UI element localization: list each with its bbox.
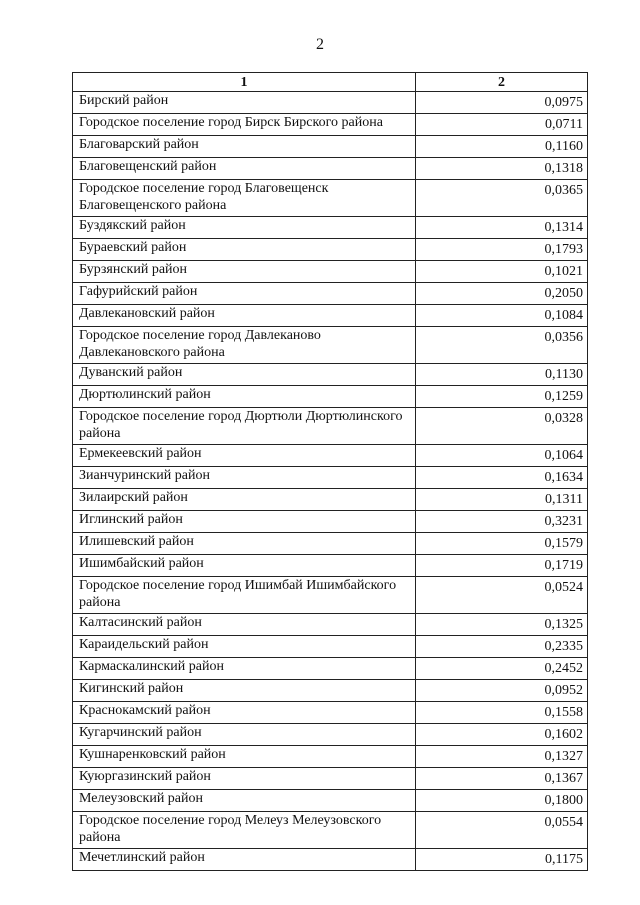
row-value-cell: 0,1367 (416, 768, 588, 790)
row-value-cell: 0,1175 (416, 849, 588, 871)
row-name-cell: Бурзянский район (73, 261, 416, 283)
table-row (73, 849, 588, 871)
row-value-cell: 0,0356 (416, 327, 588, 364)
row-name-cell: Городское поселение город Дюртюли Дюртюлинского района (73, 408, 416, 445)
header-row (73, 73, 588, 92)
row-value-cell: 0,1259 (416, 386, 588, 408)
row-value-cell: 0,0524 (416, 577, 588, 614)
table-body (73, 92, 588, 871)
row-name-cell: Бирский район (73, 92, 416, 114)
table-row (73, 158, 588, 180)
row-value-cell: 0,1800 (416, 790, 588, 812)
table-row (73, 364, 588, 386)
row-value-cell: 0,0711 (416, 114, 588, 136)
page-number: 2 (316, 36, 324, 53)
row-name-cell: Мелеузовский район (73, 790, 416, 812)
row-name-cell: Дуванский район (73, 364, 416, 386)
table-row (73, 555, 588, 577)
row-value-cell: 0,1311 (416, 489, 588, 511)
row-name-cell: Городское поселение город Мелеуз Мелеузовского района (73, 812, 416, 849)
table-row (73, 386, 588, 408)
table-row (73, 92, 588, 114)
row-value-cell: 0,1160 (416, 136, 588, 158)
table-row (73, 261, 588, 283)
table-row (73, 114, 588, 136)
row-name-cell: Ишимбайский район (73, 555, 416, 577)
row-name-cell: Кушнаренковский район (73, 746, 416, 768)
table-row (73, 577, 588, 614)
row-name-cell: Городское поселение город Благовещенск Благовещенского района (73, 180, 416, 217)
data-table (72, 72, 588, 871)
row-name-cell: Городское поселение город Ишимбай Ишимбайского района (73, 577, 416, 614)
row-value-cell: 0,1064 (416, 445, 588, 467)
row-name-cell: Илишевский район (73, 533, 416, 555)
row-name-cell: Зианчуринский район (73, 467, 416, 489)
row-name-cell: Мечетлинский район (73, 849, 416, 871)
row-name-cell: Иглинский район (73, 511, 416, 533)
row-name-cell: Буздякский район (73, 217, 416, 239)
row-value-cell: 0,0554 (416, 812, 588, 849)
row-name-cell: Куюргазинский район (73, 768, 416, 790)
table-row (73, 489, 588, 511)
table-row (73, 511, 588, 533)
row-name-cell: Дюртюлинский район (73, 386, 416, 408)
table-row (73, 746, 588, 768)
row-name-cell: Бураевский район (73, 239, 416, 261)
table-row (73, 636, 588, 658)
table-row (73, 327, 588, 364)
row-value-cell: 0,1719 (416, 555, 588, 577)
row-value-cell: 0,2335 (416, 636, 588, 658)
row-value-cell: 0,1793 (416, 239, 588, 261)
row-value-cell: 0,3231 (416, 511, 588, 533)
table-row (73, 702, 588, 724)
row-name-cell: Зилаирский район (73, 489, 416, 511)
row-value-cell: 0,1130 (416, 364, 588, 386)
row-value-cell: 0,1084 (416, 305, 588, 327)
column-header-1: 1 (73, 73, 416, 92)
row-name-cell: Городское поселение город Давлеканово Давлекановского района (73, 327, 416, 364)
row-value-cell: 0,0328 (416, 408, 588, 445)
row-name-cell: Кармаскалинский район (73, 658, 416, 680)
row-value-cell: 0,2050 (416, 283, 588, 305)
row-value-cell: 0,0975 (416, 92, 588, 114)
row-value-cell: 0,2452 (416, 658, 588, 680)
row-name-cell: Кигинский район (73, 680, 416, 702)
table-row (73, 136, 588, 158)
table-row (73, 614, 588, 636)
row-value-cell: 0,1325 (416, 614, 588, 636)
table-row (73, 445, 588, 467)
row-value-cell: 0,1634 (416, 467, 588, 489)
row-value-cell: 0,1558 (416, 702, 588, 724)
table-row (73, 658, 588, 680)
table-row (73, 239, 588, 261)
table-row (73, 768, 588, 790)
table-row (73, 408, 588, 445)
row-value-cell: 0,1314 (416, 217, 588, 239)
table-row (73, 217, 588, 239)
row-value-cell: 0,1318 (416, 158, 588, 180)
table-row (73, 680, 588, 702)
table-row (73, 180, 588, 217)
table-row (73, 812, 588, 849)
row-value-cell: 0,1602 (416, 724, 588, 746)
row-value-cell: 0,1327 (416, 746, 588, 768)
row-value-cell: 0,1021 (416, 261, 588, 283)
row-name-cell: Давлекановский район (73, 305, 416, 327)
row-name-cell: Благовещенский район (73, 158, 416, 180)
row-value-cell: 0,0365 (416, 180, 588, 217)
row-name-cell: Кугарчинский район (73, 724, 416, 746)
row-value-cell: 0,0952 (416, 680, 588, 702)
row-name-cell: Городское поселение город Бирск Бирского района (73, 114, 416, 136)
row-name-cell: Благоварский район (73, 136, 416, 158)
table-row (73, 305, 588, 327)
row-name-cell: Караидельский район (73, 636, 416, 658)
row-name-cell: Калтасинский район (73, 614, 416, 636)
row-value-cell: 0,1579 (416, 533, 588, 555)
row-name-cell: Гафурийский район (73, 283, 416, 305)
table-row (73, 283, 588, 305)
table-row (73, 533, 588, 555)
row-name-cell: Краснокамский район (73, 702, 416, 724)
column-header-2: 2 (416, 73, 588, 92)
row-name-cell: Ермекеевский район (73, 445, 416, 467)
table-row (73, 724, 588, 746)
table-row (73, 467, 588, 489)
table-row (73, 790, 588, 812)
table-header (73, 73, 588, 92)
